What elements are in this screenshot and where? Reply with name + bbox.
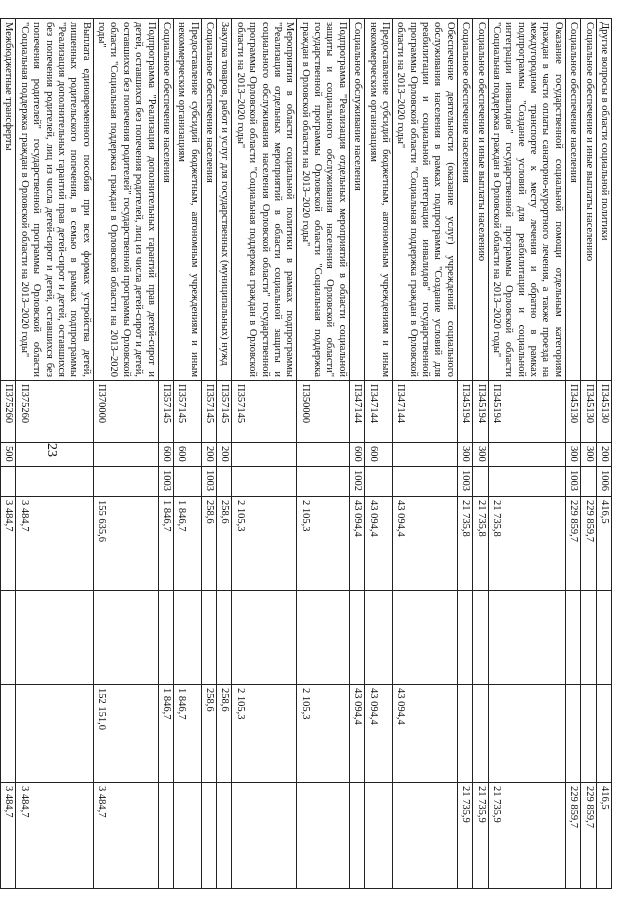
target-code: П357145 [232, 381, 297, 443]
amount-col-2 [393, 591, 458, 685]
section-code [217, 467, 232, 497]
target-code: П357145 [217, 381, 232, 443]
table-row [217, 19, 232, 889]
amount-col-4: 229 859,7 [581, 783, 596, 889]
amount-total: 1 846,7 [158, 497, 173, 591]
row-name: Межбюджетные трансферты [1, 19, 16, 381]
amount-total: 229 859,7 [581, 497, 596, 591]
amount-total: 1 846,7 [174, 497, 202, 591]
table-row [473, 19, 488, 889]
section-code: 1003 [565, 467, 580, 497]
page-number: 23 [44, 443, 59, 457]
expense-type-code: 200 [596, 443, 611, 467]
amount-col-3: 1 846,7 [174, 685, 202, 783]
target-code: П345194 [457, 381, 472, 443]
target-code: П357145 [201, 381, 216, 443]
table-row [0, 19, 1, 889]
amount-total: 21 735,8 [473, 497, 488, 591]
amount-col-2 [201, 591, 216, 685]
section-code [297, 467, 350, 497]
amount-col-2 [93, 591, 158, 685]
expense-type-code: 600 [349, 443, 364, 467]
section-code [93, 467, 158, 497]
row-name: Социальное обеспечение населения [565, 19, 580, 381]
table-row [174, 19, 202, 889]
amount-col-2 [488, 591, 565, 685]
amount-col-2 [349, 591, 364, 685]
table-row [201, 19, 216, 889]
section-code [581, 467, 596, 497]
amount-col-3 [488, 685, 565, 783]
section-code: 1003 [201, 467, 216, 497]
section-code: 1002 [349, 467, 364, 497]
row-name: Социальное обеспечение населения [158, 19, 173, 381]
amount-col-3 [565, 685, 580, 783]
amount-col-4: 3 484,7 [93, 783, 158, 889]
amount-total: 43 094,4 [365, 497, 393, 591]
amount-col-3 [1, 685, 16, 783]
expense-type-code [232, 443, 297, 467]
amount-col-4: 21 735,9 [473, 783, 488, 889]
table-row [16, 19, 93, 889]
amount-col-2 [565, 591, 580, 685]
amount-col-2 [232, 591, 297, 685]
budget-table [0, 18, 612, 889]
amount-total: 258,6 [217, 497, 232, 591]
budget-table-body [0, 19, 612, 889]
amount-col-2 [457, 591, 472, 685]
amount-col-3: 1 846,7 [158, 685, 173, 783]
table-row [393, 19, 458, 889]
row-name: Социальное обеспечение населения [201, 19, 216, 381]
amount-total: 3 484,7 [1, 497, 16, 591]
table-row [596, 19, 611, 889]
section-code [488, 467, 565, 497]
section-code [0, 467, 1, 497]
amount-col-2 [16, 591, 93, 685]
amount-col-4: 229 859,7 [565, 783, 580, 889]
table-row [457, 19, 472, 889]
amount-col-2 [0, 591, 1, 685]
section-code [16, 467, 93, 497]
amount-col-3: 43 094,4 [349, 685, 364, 783]
amount-total: 155 635,6 [93, 497, 158, 591]
expense-type-code: 200 [201, 443, 216, 467]
target-code: П350000 [297, 381, 350, 443]
row-name: Предоставление субсидий бюджетным, автономным учреждениям и иным некоммерческим организациям [174, 19, 202, 381]
amount-col-4: 21 735,9 [457, 783, 472, 889]
table-row [93, 19, 158, 889]
amount-col-4 [174, 783, 202, 889]
amount-col-4: 3 484,7 [1, 783, 16, 889]
row-name [0, 19, 1, 381]
section-code [393, 467, 458, 497]
amount-col-4 [201, 783, 216, 889]
row-name: Социальное обеспечение и иные выплаты населению [581, 19, 596, 381]
amount-col-2 [297, 591, 350, 685]
amount-col-3: 43 094,4 [365, 685, 393, 783]
row-name: Закупка товаров, работ и услуг для государственных (муниципальных) нужд [217, 19, 232, 381]
amount-total: 229 859,7 [565, 497, 580, 591]
amount-total: 416,5 [596, 497, 611, 591]
expense-type-code: 600 [158, 443, 173, 467]
amount-total: 21 735,8 [488, 497, 565, 591]
target-code: П347144 [349, 381, 364, 443]
amount-col-3 [457, 685, 472, 783]
amount-col-3: 152 151,0 [93, 685, 158, 783]
target-code: П345194 [473, 381, 488, 443]
amount-col-2 [473, 591, 488, 685]
amount-col-3 [596, 685, 611, 783]
amount-col-3: 258,6 [201, 685, 216, 783]
section-code [232, 467, 297, 497]
row-name: Выплата единовременного пособия при всех формах устройства детей, лишенных родительского попечения, в семью в рамках подпрограммы "Реализация дополнительных гарантий прав детей-сирот и детей, оставшихся без попечения родителей, лиц из числа детей-сирот и детей, оставшихся без попечения родителей" государственной программы Орловской области "Социальная поддержка граждан в Орловской области на 2013–2020 годы" [16, 19, 93, 381]
target-code: П357145 [174, 381, 202, 443]
expense-type-code [0, 443, 1, 467]
amount-col-2 [1, 591, 16, 685]
target-code: П345194 [488, 381, 565, 443]
amount-col-3: 258,6 [217, 685, 232, 783]
amount-col-3: 43 094,4 [393, 685, 458, 783]
table-row [1, 19, 16, 889]
amount-col-2 [174, 591, 202, 685]
amount-col-4 [349, 783, 364, 889]
amount-col-4 [365, 783, 393, 889]
expense-type-code: 300 [457, 443, 472, 467]
table-row [349, 19, 364, 889]
expense-type-code: 500 [1, 443, 16, 467]
table-row [232, 19, 297, 889]
target-code: П347144 [365, 381, 393, 443]
amount-total: 3 484,7 [16, 497, 93, 591]
table-row [565, 19, 580, 889]
amount-col-4: 21 735,9 [488, 783, 565, 889]
expense-type-code: 300 [581, 443, 596, 467]
target-code: П375260 [1, 381, 16, 443]
table-row [158, 19, 173, 889]
amount-col-4 [217, 783, 232, 889]
expense-type-code [488, 443, 565, 467]
row-name: Предоставление субсидий бюджетным, автономным учреждениям и иным некоммерческим организациям [365, 19, 393, 381]
amount-col-4: 416,5 [596, 783, 611, 889]
section-code [1, 467, 16, 497]
amount-col-2 [596, 591, 611, 685]
expense-type-code [393, 443, 458, 467]
row-name: Оказание государственной социальной помощи отдельным категориям граждан в части оплаты санаторно-курортного лечения, а также проезда на междугородном транспорте к месту лечения и обратно в рамках подпрограммы "Создание условий для реабилитации и социальной интеграции инвалидов" государственной программы Орловской области "Социальная поддержка граждан в Орловской области на 2013–2020 годы" [488, 19, 565, 381]
table-row [581, 19, 596, 889]
amount-total [0, 497, 1, 591]
expense-type-code [16, 443, 93, 467]
amount-col-4: 3 484,7 [16, 783, 93, 889]
section-code [174, 467, 202, 497]
target-code: П375260 [16, 381, 93, 443]
amount-col-2 [581, 591, 596, 685]
amount-total: 2 105,3 [232, 497, 297, 591]
row-name: Подпрограмма "Реализация отдельных мероприятий в области социальной защиты и социального обслуживания населения Орловской области" государственной программы Орловской области "Социальная поддержка граждан в Орловской области на 2013–2020 годы" [297, 19, 350, 381]
amount-col-3: 2 105,3 [297, 685, 350, 783]
amount-total: 43 094,4 [349, 497, 364, 591]
table-row [365, 19, 393, 889]
expense-type-code [297, 443, 350, 467]
amount-col-3: 2 105,3 [232, 685, 297, 783]
amount-col-4 [158, 783, 173, 889]
amount-col-3 [0, 685, 1, 783]
target-code: П345130 [565, 381, 580, 443]
table-row [488, 19, 565, 889]
amount-total: 43 094,4 [393, 497, 458, 591]
row-name: Обеспечение деятельности (оказание услуг) учреждений социального обслуживания населения в рамках подпрограммы "Создание условий для реабилитации и социальной интеграции инвалидов" государственной программы Орловской области "Социальная поддержка граждан в Орловской области на 2013–2020 годы" [393, 19, 458, 381]
amount-col-4 [232, 783, 297, 889]
target-code [0, 381, 1, 443]
section-code: 1006 [596, 467, 611, 497]
amount-col-4 [0, 783, 1, 889]
amount-total: 21 735,8 [457, 497, 472, 591]
expense-type-code: 300 [565, 443, 580, 467]
section-code: 1003 [457, 467, 472, 497]
amount-col-3 [581, 685, 596, 783]
amount-col-2 [365, 591, 393, 685]
target-code: П345130 [596, 381, 611, 443]
target-code: П370000 [93, 381, 158, 443]
section-code [473, 467, 488, 497]
section-code: 1003 [158, 467, 173, 497]
row-name: Социальное обеспечение и иные выплаты населению [473, 19, 488, 381]
row-name: Другие вопросы в области социальной политики [596, 19, 611, 381]
expense-type-code: 200 [217, 443, 232, 467]
row-name: Социальное обеспечение населения [457, 19, 472, 381]
row-name: Социальное обслуживание населения [349, 19, 364, 381]
expense-type-code [93, 443, 158, 467]
amount-total: 2 105,3 [297, 497, 350, 591]
expense-type-code: 600 [174, 443, 202, 467]
amount-col-2 [158, 591, 173, 685]
amount-col-3 [16, 685, 93, 783]
amount-col-3 [473, 685, 488, 783]
amount-total: 258,6 [201, 497, 216, 591]
amount-col-2 [217, 591, 232, 685]
target-code: П357145 [158, 381, 173, 443]
expense-type-code: 300 [473, 443, 488, 467]
target-code: П345130 [581, 381, 596, 443]
row-name: Мероприятия в области социальной политики в рамках подпрограммы "Реализация отдельных мероприятий в области социальной защиты и социального обслуживания населения Орловской области" государственной программы Орловской области "Социальная поддержка граждан в Орловской области на 2013–2020 годы" [232, 19, 297, 381]
amount-col-4 [297, 783, 350, 889]
row-name: Подпрограмма "Реализация дополнительных гарантий прав детей-сирот и детей, оставшихся без попечения родителей, лиц из числа детей-сирот и детей, оставшихся без попечения родителей" государственной программы Орловской области "Социальная поддержка граждан в Орловской области на 2013–2020 годы" [93, 19, 158, 381]
amount-col-4 [393, 783, 458, 889]
table-row [297, 19, 350, 889]
section-code [365, 467, 393, 497]
expense-type-code: 600 [365, 443, 393, 467]
target-code: П347144 [393, 381, 458, 443]
